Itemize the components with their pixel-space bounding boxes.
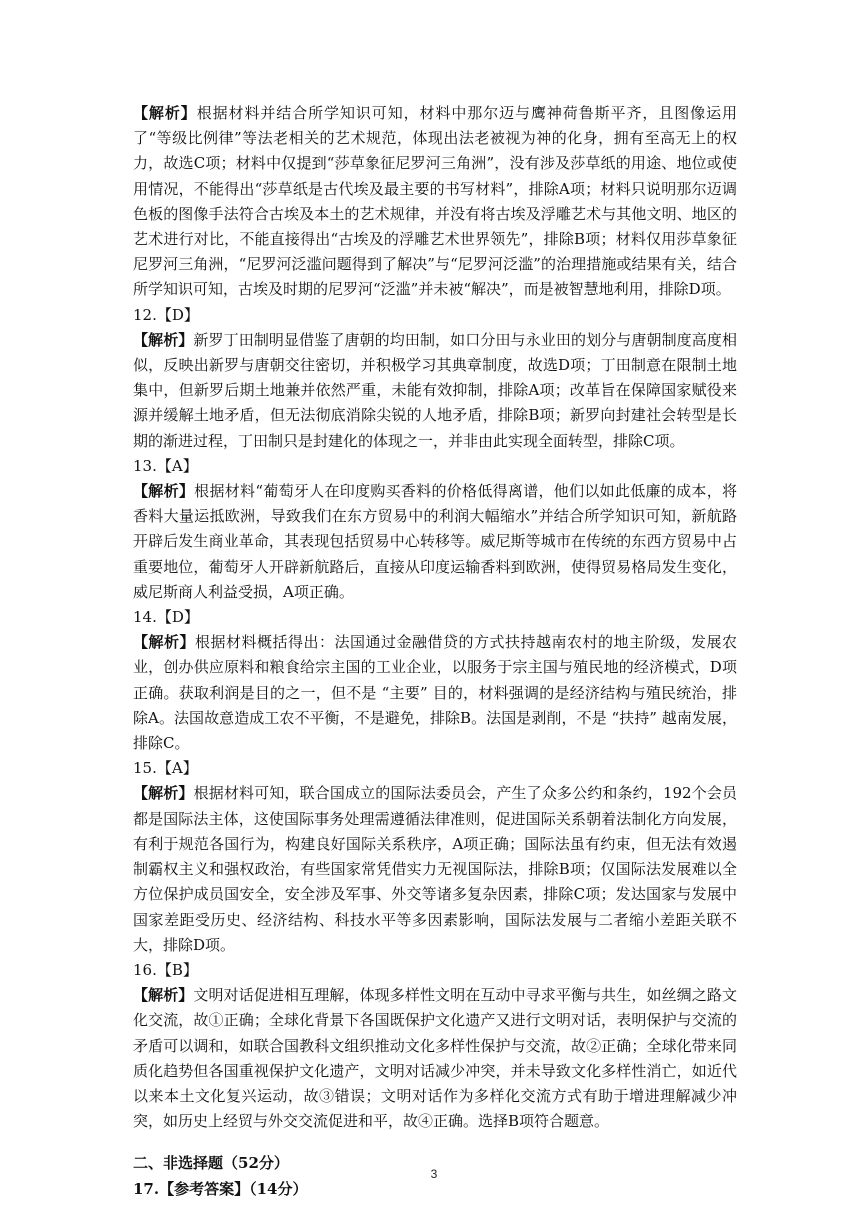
answer-q17: 17.【参考答案】（14分） [133,1179,308,1198]
section-heading: 二、非选择题（52分） [133,1154,289,1173]
explanation-q15 [133,781,737,957]
page-content [133,101,737,1202]
answer-q13: 13.【A】 [133,456,198,475]
explanation-tag: 【解析】 [133,330,194,349]
explanation-tag: 【解析】 [133,986,194,1005]
answer-q14: 14.【D】 [133,608,199,627]
explanation-q14 [133,630,737,756]
explanation-text: 根据材料“葡萄牙人在印度购买香料的价格低得离谱，他们以如此低廉的成本，将香料大量运抵欧洲，导致我们在东方贸易中的利润大幅缩水”并结合所学知识可知，新航路开辟后发生商业革命，其表现包括贸易中心转移等。威尼斯等城市在传统的东西方贸易中占重要地位，葡萄牙人开辟新航路后，直接从印度运输香料到欧洲，使得贸易格局发生变化，威尼斯商人利益受损，A项正确。 [133,482,737,601]
explanation-q16 [133,983,737,1134]
answer-q16: 16.【B】 [133,960,198,979]
explanation-q12 [133,328,737,454]
explanation-text: 根据材料可知，联合国成立的国际法委员会，产生了众多公约和条约，192个会员都是国际法主体，这使国际事务处理需遵循法律准则，促进国际关系朝着法制化方向发展，有利于规范各国行为，构建良好国际关系秩序，A项正确；国际法虽有约束，但无法有效遏制霸权主义和强权政治，有些国家常凭借实力无视国际法，排除B项；仅国际法发展难以全方位保护成员国安全，安全涉及军事、外交等诸多复杂因素，排除C项；发达国家与发展中国家差距受历史、经济结构、科技水平等多因素影响，国际法发展与二者缩小差距关联不大，排除D项。 [133,784,737,954]
explanation-text: 根据材料并结合所学知识可知，材料中那尔迈与鹰神荷鲁斯平齐，且图像运用了“等级比例律”等法老相关的艺术规范，体现出法老被视为神的化身，拥有至高无上的权力，故选C项；材料中仅提到“莎草象征尼罗河三角洲”，没有涉及莎草纸的用途、地位或使用情况，不能得出“莎草纸是古代埃及最主要的书写材料”，排除A项；材料只说明那尔迈调色板的图像手法符合古埃及本土的艺术规律，并没有将古埃及浮雕艺术与其他文明、地区的艺术进行对比，不能直接得出“古埃及的浮雕艺术世界领先”，排除B项；材料仅用莎草象征尼罗河三角洲，“尼罗河泛滥问题得到了解决”与“尼罗河泛滥”的治理措施或结果有关，结合所学知识可知，古埃及时期的尼罗河“泛滥”并未被“解决”，而是被智慧地利用，排除D项。 [133,104,737,299]
answer-q12: 12.【D】 [133,305,199,324]
explanation-text: 文明对话促进相互理解，体现多样性文明在互动中寻求平衡与共生，如丝绸之路文化交流，故①正确；全球化背景下各国既保护文化遗产又进行文明对话，表明保护与交流的矛盾可以调和，如联合国教科文组织推动文化多样性保护与交流，故②正确；全球化带来同质化趋势但各国重视保护文化遗产，文明对话减少冲突，并未导致文化多样性消亡，如近代以来本土文化复兴运动，故③错误；文明对话作为多样化交流方式有助于增进理解减少冲突，如历史上经贸与外交交流促进和平，故④正确。选择B项符合题意。 [133,986,737,1131]
explanation-q11 [133,101,737,303]
explanation-tag: 【解析】 [133,633,195,652]
page-number: 3 [430,1167,438,1181]
explanation-tag: 【解析】 [133,784,194,803]
section-spacer [133,1134,737,1151]
answer-q15: 15.【A】 [133,759,198,778]
explanation-text: 根据材料概括得出：法国通过金融借贷的方式扶持越南农村的地主阶级，发展农业，创办供应原料和粮食给宗主国的工业企业，以服务于宗主国与殖民地的经济模式，D项正确。获取利润是目的之一，但不是 “主要” 目的，材料强调的是经济结构与殖民统治，排除A。法国故意造成工农不平衡，不是避免，排除B。法国是剥削，不是 “扶持” 越南发展，排除C。 [133,633,737,753]
explanation-tag: 【解析】 [133,482,195,501]
explanation-text: 新罗丁田制明显借鉴了唐朝的均田制，如口分田与永业田的划分与唐朝制度高度相似，反映出新罗与唐朝交往密切，并积极学习其典章制度，故选D项；丁田制意在限制土地集中，但新罗后期土地兼并依然严重，未能有效抑制，排除A项；改革旨在保障国家赋役来源并缓解土地矛盾，但无法彻底消除尖锐的人地矛盾，排除B项；新罗向封建社会转型是长期的渐进过程，丁田制只是封建化的体现之一，并非由此实现全面转型，排除C项。 [133,330,737,450]
explanation-tag: 【解析】 [133,104,197,122]
explanation-q13 [133,479,737,605]
